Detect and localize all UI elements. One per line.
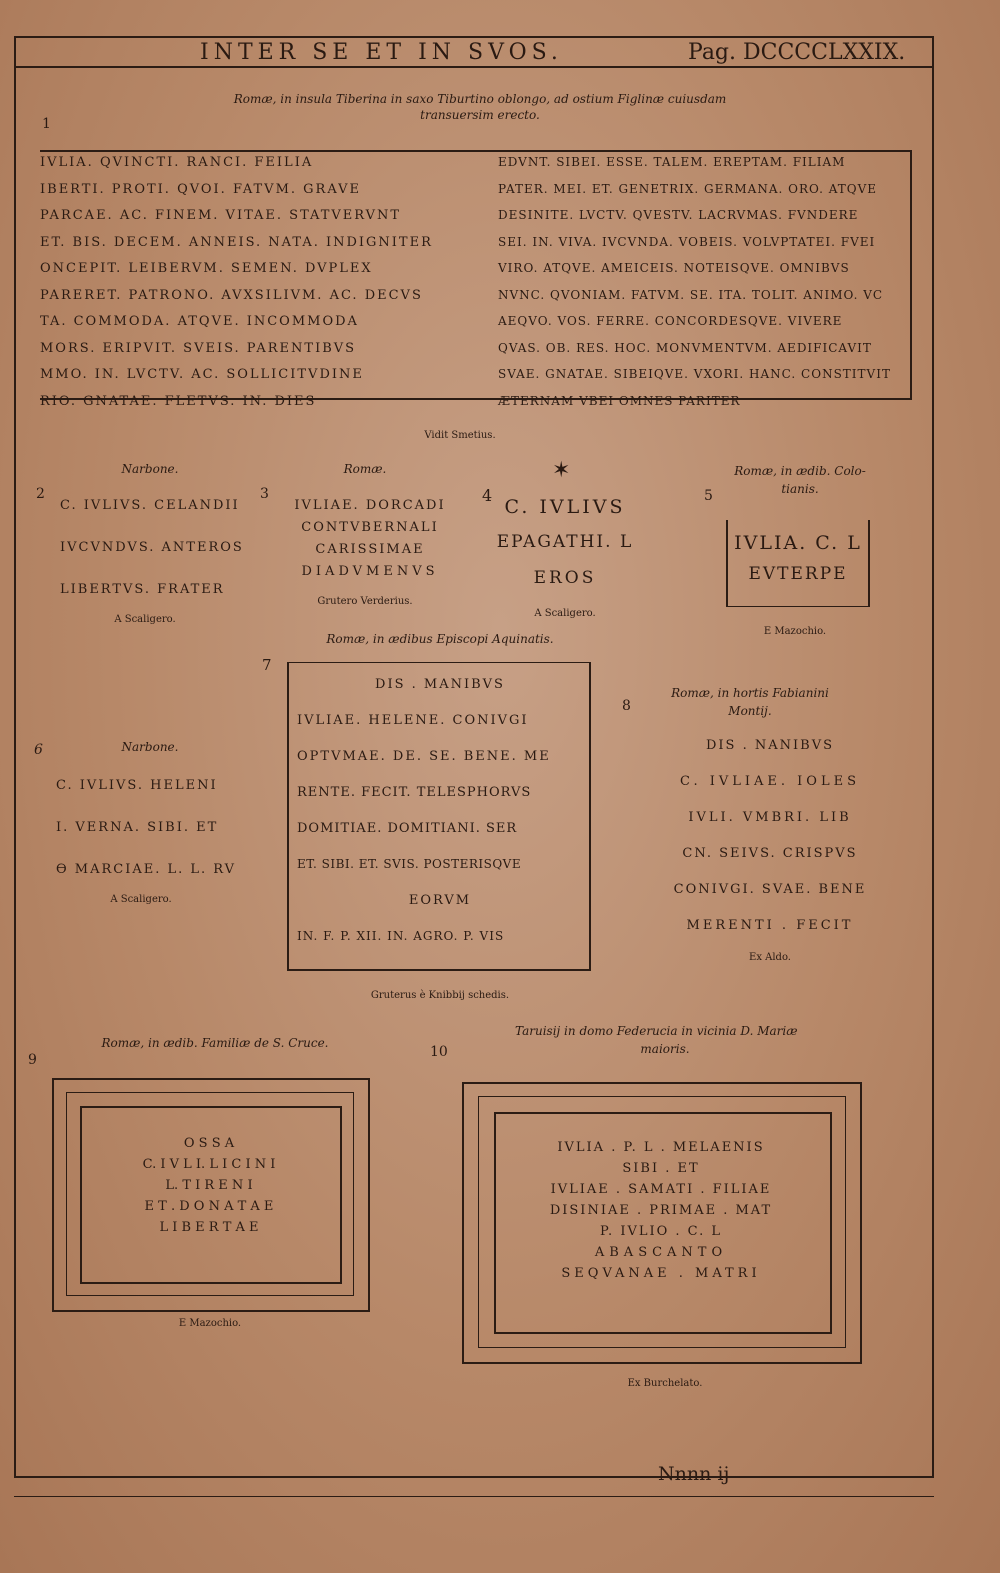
inscription-line: ET. BIS. DECEM. ANNEIS. NATA. INDIGNITER bbox=[40, 234, 433, 250]
inscription-line: CARISSIMAE bbox=[315, 542, 425, 557]
running-title: INTER SE ET IN SVOS. bbox=[200, 40, 563, 65]
inscription-line: IN. F. P. XII. IN. AGRO. P. VIS bbox=[297, 929, 505, 943]
inscription-line: PARCAE. AC. FINEM. VITAE. STATVERVNT bbox=[40, 208, 402, 223]
inscription-8-text bbox=[640, 738, 900, 954]
inscription-line: AEQVO. VOS. FERRE. CONCORDESQVE. VIVERE bbox=[498, 314, 843, 328]
inscription-7-frame bbox=[287, 662, 591, 971]
inscription-line: RENTE. FECIT. TELESPHORVS bbox=[297, 785, 532, 800]
location-line: Taruisij in domo Federucia in vicinia D. Mariæ bbox=[515, 1024, 798, 1038]
source-note: Gruterus è Knibbij schedis. bbox=[370, 990, 510, 1001]
inscription-10-text bbox=[500, 1140, 822, 1287]
inscription-line: MMO. IN. LVCTV. AC. SOLLICITVDINE bbox=[40, 367, 364, 382]
inscription-line: SIBI . ET bbox=[622, 1161, 700, 1176]
asterisk-mark: ✶ bbox=[552, 458, 571, 483]
top-rule bbox=[14, 36, 934, 38]
source-note: Ex Aldo. bbox=[749, 952, 791, 963]
inscription-line: IVLI. VMBRI. LIB bbox=[688, 810, 852, 825]
inscription-line: L I B E R T A E bbox=[159, 1220, 259, 1235]
inscription-line: NVNC. QVONIAM. FATVM. SE. ITA. TOLIT. ANIMO. VC bbox=[498, 287, 884, 302]
inscription-line: DIS . NANIBVS bbox=[706, 738, 834, 753]
inscription-line: IVLIAE. DORCADI bbox=[294, 498, 446, 513]
inscription-number: 7 bbox=[262, 656, 272, 674]
inscription-3-text bbox=[270, 498, 470, 586]
left-border bbox=[14, 36, 16, 1476]
inscription-line: C. IVLIVS bbox=[504, 496, 626, 518]
source-note: A Scaligero. bbox=[534, 608, 596, 619]
location-line: tianis. bbox=[781, 482, 819, 496]
inscription-number: 4 bbox=[482, 486, 493, 505]
slab-top-edge bbox=[40, 150, 910, 152]
inscription-line: VIRO. ATQVE. AMEICEIS. NOTEISQVE. OMNIBVS bbox=[498, 261, 850, 275]
location-line: Romæ, in hortis Fabianini bbox=[671, 686, 829, 700]
inscription-line: LIBERTVS. FRATER bbox=[60, 582, 225, 597]
inscription-line: E T . D O N A T A E bbox=[144, 1199, 274, 1214]
location-line: maioris. bbox=[640, 1042, 690, 1056]
inscription-line: L. T I R E N I bbox=[165, 1178, 253, 1193]
location-line: Romæ, in ædib. Colo- bbox=[734, 464, 866, 478]
inscription-line: SEQVANAE . MATRI bbox=[561, 1266, 761, 1281]
inscription-line: IVLIAE . SAMATI . FILIAE bbox=[550, 1182, 772, 1197]
location-line: Narbone. bbox=[121, 740, 179, 754]
source-note: Vidit Smetius. bbox=[424, 430, 496, 441]
inscription-line: IBERTI. PROTI. QVOI. FATVM. GRAVE bbox=[40, 181, 361, 197]
location-line: Montij. bbox=[728, 704, 772, 718]
inscription-right-column bbox=[498, 155, 891, 420]
inscription-line: PATER. MEI. ET. GENETRIX. GERMANA. ORO. ATQVE bbox=[498, 181, 878, 196]
inscription-line: OPTVMAE. DE. SE. BENE. ME bbox=[297, 749, 551, 764]
inscription-line: DESINITE. LVCTV. QVESTV. LACRVMAS. FVNDERE bbox=[498, 208, 859, 222]
inscription-line: SEI. IN. VIVA. IVCVNDA. VOBEIS. VOLVPTATEI. FVEI bbox=[498, 234, 876, 249]
location-line: transuersim erecto. bbox=[420, 108, 540, 122]
inscription-line: MORS. ERIPVIT. SVEIS. PARENTIBVS bbox=[40, 340, 357, 356]
inscription-line: C. IVLIVS. HELENI bbox=[56, 778, 218, 793]
inscription-line: EROS bbox=[533, 568, 597, 588]
inscription-9-text bbox=[82, 1136, 336, 1241]
inscription-number: 1 bbox=[42, 116, 51, 132]
inscription-line: P. IVLIO . C. L bbox=[599, 1224, 723, 1239]
source-note: E Mazochio. bbox=[178, 1318, 242, 1329]
inscription-line: IVLIA. C. L bbox=[734, 532, 862, 554]
inscription-left-column bbox=[40, 155, 433, 420]
inscription-number: 6 bbox=[34, 742, 43, 758]
inscription-line: RIO. GNATAE. FLETVS. IN. DIES bbox=[40, 393, 317, 409]
inscription-line: SVAE. GNATAE. SIBEIQVE. VXORI. HANC. CONSTITVIT bbox=[498, 367, 891, 381]
inscription-number: 2 bbox=[36, 486, 45, 502]
inscription-line: MERENTI . FECIT bbox=[686, 918, 854, 933]
inscription-line: DISINIAE . PRIMAE . MAT bbox=[549, 1203, 773, 1218]
inscription-line: I. VERNA. SIBI. ET bbox=[56, 820, 219, 835]
right-border bbox=[932, 36, 934, 1476]
inscription-line: CONTVBERNALI bbox=[301, 520, 439, 535]
inscription-number: 10 bbox=[430, 1044, 448, 1060]
slab-right-edge bbox=[910, 150, 912, 400]
inscription-4-text bbox=[490, 496, 640, 604]
page-label: Pag. DCCCCLXXIX. bbox=[688, 40, 906, 65]
inscription-line: ET. SIBI. ET. SVIS. POSTERISQVE bbox=[297, 857, 522, 871]
inscription-line: O S S A bbox=[183, 1136, 235, 1151]
inscription-number: 3 bbox=[260, 486, 269, 502]
inscription-line: QVAS. OB. RES. HOC. MONVMENTVM. AEDIFICAVIT bbox=[498, 340, 872, 355]
inscription-line: C. IVLIAE. IOLES bbox=[679, 774, 860, 789]
inscription-line: DOMITIAE. DOMITIANI. SER bbox=[297, 821, 518, 836]
inscription-5-frame bbox=[726, 520, 870, 607]
source-note: A Scaligero. bbox=[114, 614, 176, 625]
inscription-6-text bbox=[56, 778, 236, 904]
inscription-line: ONCEPIT. LEIBERVM. SEMEN. DVPLEX bbox=[40, 261, 373, 276]
inscription-line: ϴ MARCIAE. L. L. RV bbox=[56, 862, 237, 877]
inscription-line: C. IVLIVS. CELANDII bbox=[60, 498, 240, 513]
location-line: Romæ, in insula Tiberina in saxo Tiburtino oblongo, ad ostium Figlinæ cuiusdam bbox=[233, 92, 727, 106]
inscription-line: CN. SEIVS. CRISPVS bbox=[682, 846, 858, 861]
source-note: E Mazochio. bbox=[763, 626, 827, 637]
inscription-2-text bbox=[60, 498, 244, 624]
header-rule bbox=[14, 66, 934, 68]
signature-mark: Nnnn ij bbox=[658, 1463, 730, 1485]
inscription-line: ÆTERNAM VBEI OMNES PARITER bbox=[498, 393, 741, 408]
inscription-line: ABASCANTO bbox=[594, 1245, 728, 1260]
inscription-line: EVTERPE bbox=[748, 564, 848, 584]
source-note: A Scaligero. bbox=[110, 894, 172, 905]
inscription-line: IVLIA . P. L . MELAENIS bbox=[557, 1140, 765, 1155]
inscription-line: IVLIAE. HELENE. CONIVGI bbox=[297, 713, 529, 728]
inscription-line: TA. COMMODA. ATQVE. INCOMMODA bbox=[40, 314, 359, 329]
inscription-line: PARERET. PATRONO. AVXSILIVM. AC. DECVS bbox=[40, 287, 423, 303]
source-note: Ex Burchelato. bbox=[627, 1378, 703, 1389]
inscription-7-text bbox=[297, 677, 583, 965]
location-line: Romæ. bbox=[343, 462, 387, 476]
location-line: Romæ, in ædibus Episcopi Aquinatis. bbox=[326, 632, 554, 646]
inscription-number: 9 bbox=[28, 1052, 37, 1068]
inscription-line: IVCVNDVS. ANTEROS bbox=[60, 540, 244, 555]
inscription-line: CONIVGI. SVAE. BENE bbox=[673, 882, 867, 897]
inscription-line: C. I V L I. L I C I N I bbox=[142, 1157, 276, 1172]
inscription-line: IVLIA. QVINCTI. RANCI. FEILIA bbox=[40, 155, 314, 170]
inscription-line: EPAGATHI. L bbox=[496, 532, 634, 552]
inscription-line: EORVM bbox=[408, 893, 472, 908]
inscription-number: 8 bbox=[622, 698, 631, 714]
bottom-rule bbox=[14, 1476, 934, 1478]
source-note: Grutero Verderius. bbox=[317, 596, 413, 607]
location-line: Romæ, in ædib. Familiæ de S. Cruce. bbox=[101, 1036, 329, 1050]
inscription-line: EDVNT. SIBEI. ESSE. TALEM. EREPTAM. FILIAM bbox=[498, 155, 846, 169]
inscription-number: 5 bbox=[704, 488, 713, 504]
location-line: Narbone. bbox=[121, 462, 179, 476]
inscription-line: DIS . MANIBVS bbox=[375, 677, 505, 692]
footer-rule bbox=[14, 1496, 934, 1497]
inscription-line: DIADVMENVS bbox=[301, 564, 439, 579]
